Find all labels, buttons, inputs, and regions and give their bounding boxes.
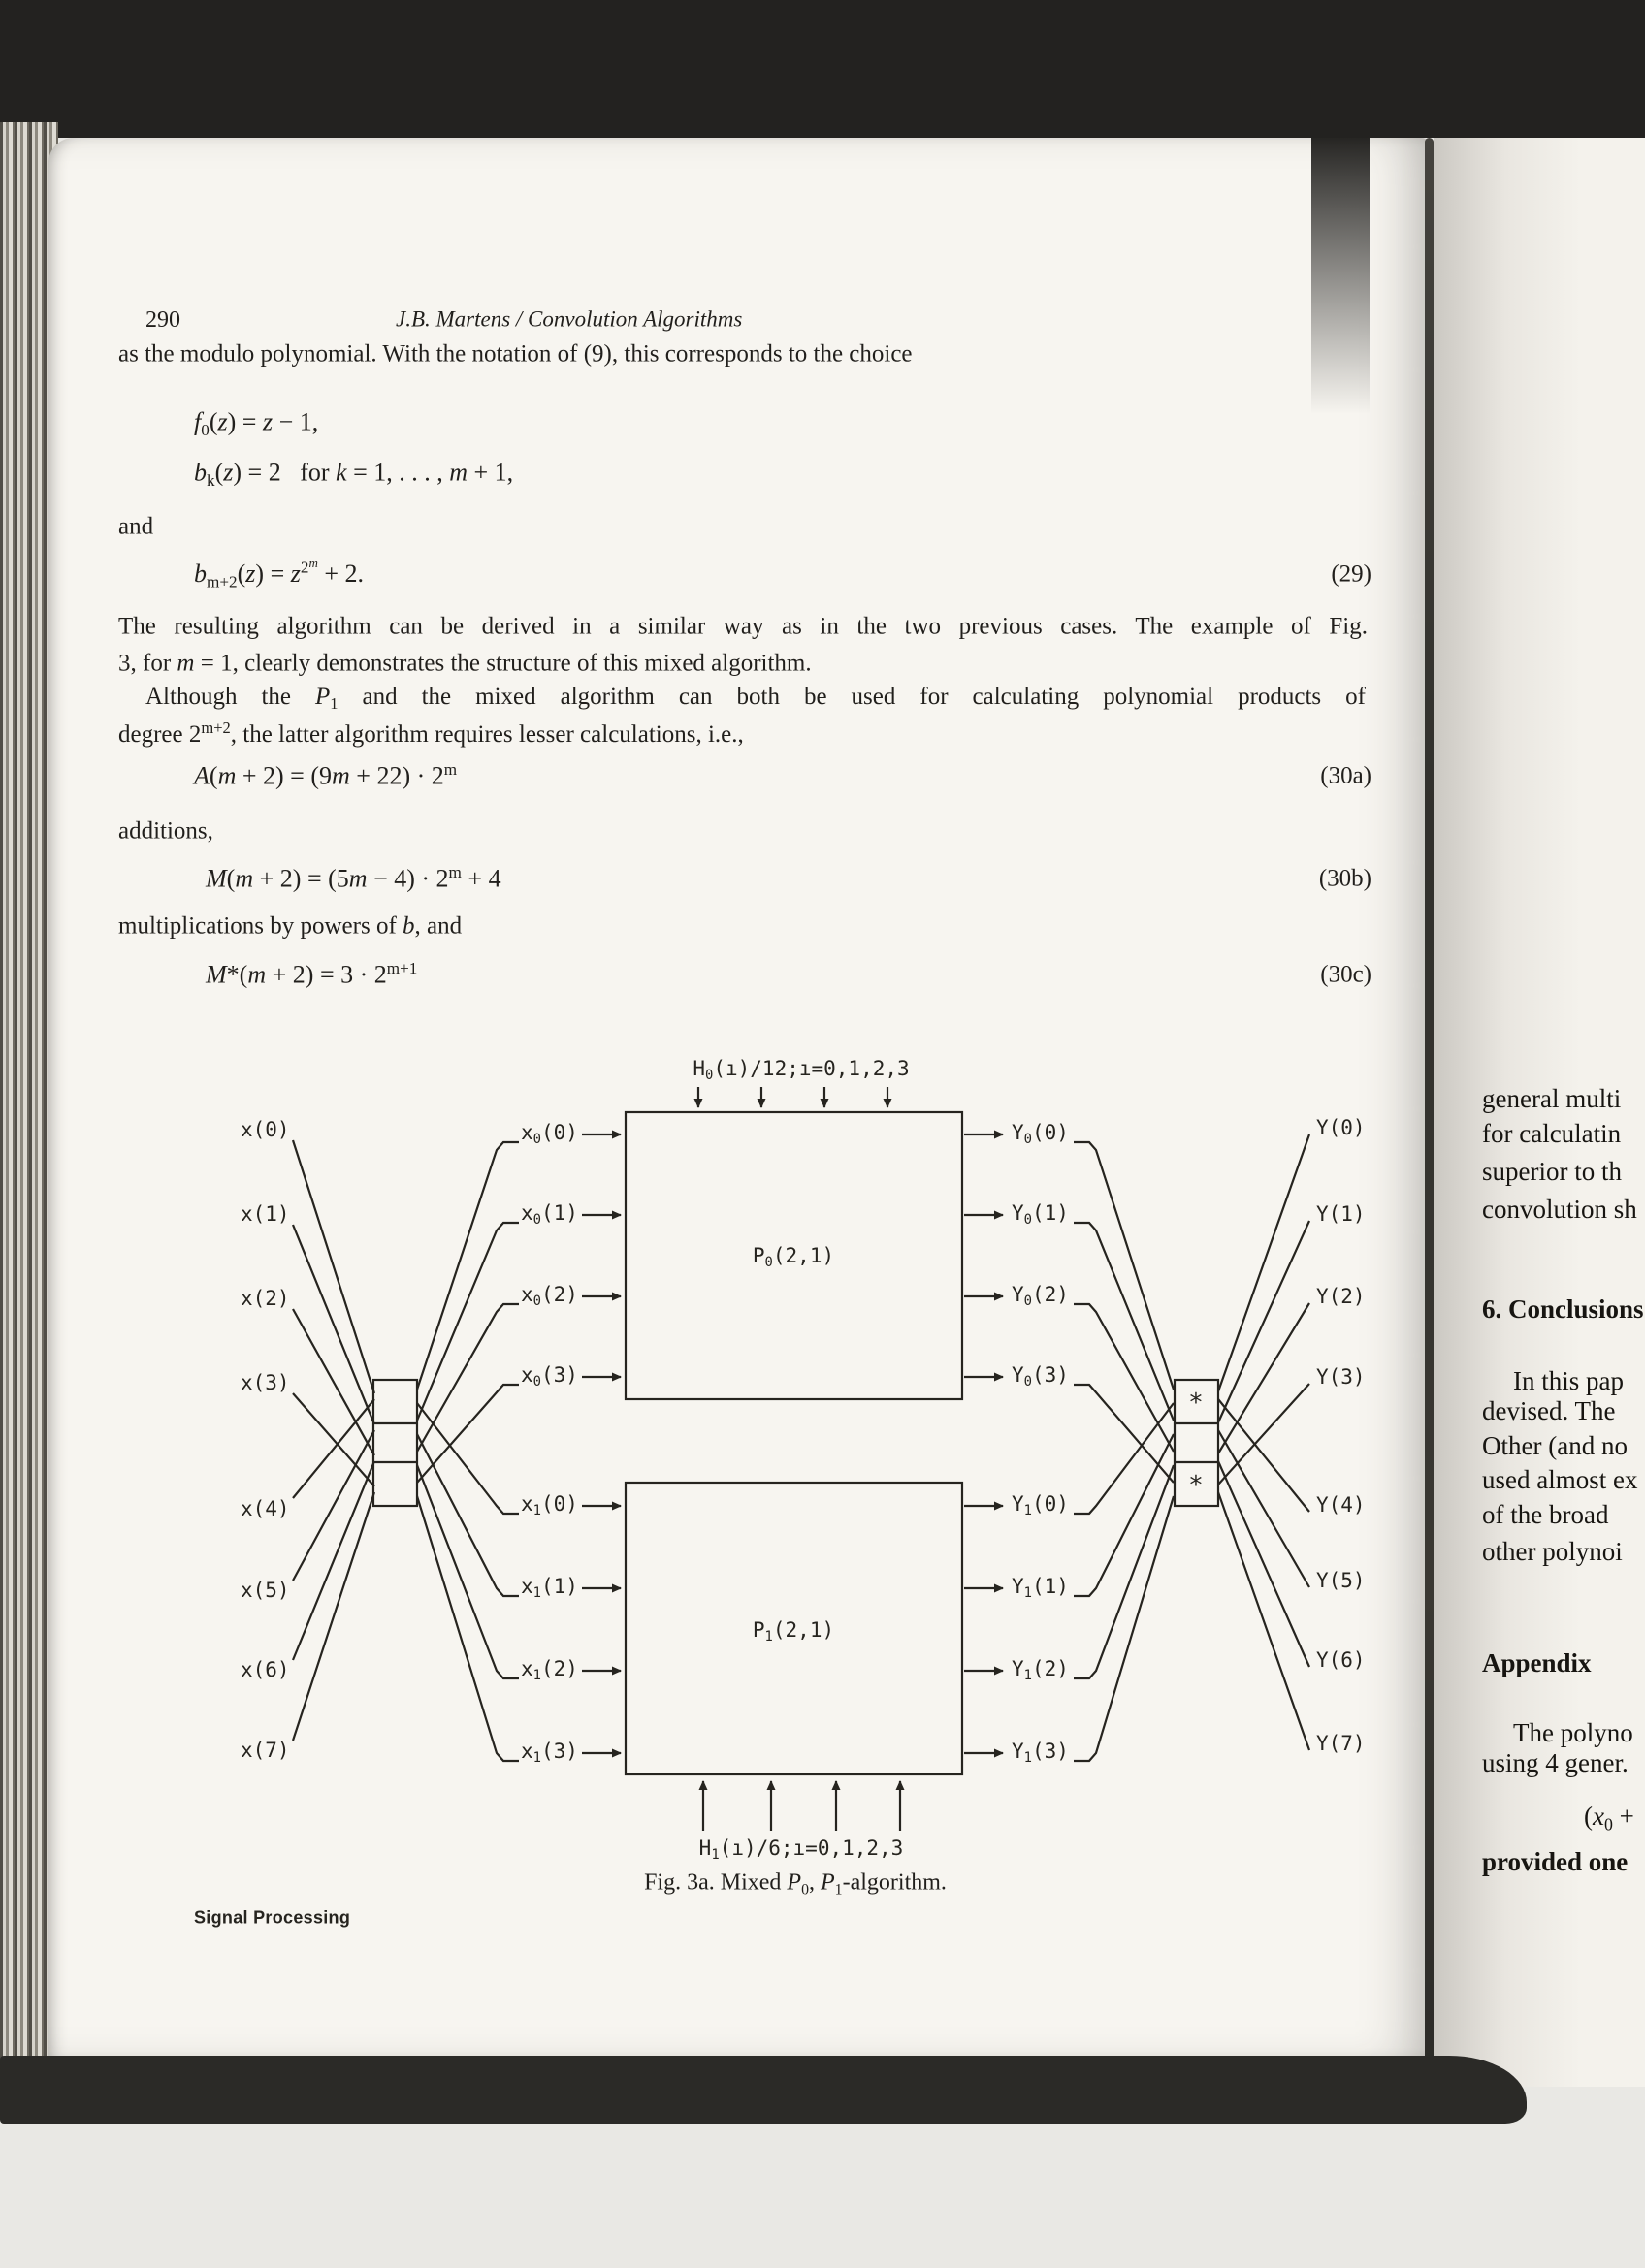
label-x0-3: x0(3)	[521, 1362, 578, 1390]
label-y1-0: Y1(0)	[1012, 1491, 1069, 1519]
output-label-y0: Y(0)	[1316, 1115, 1366, 1139]
figure-caption: Fig. 3a. Mixed P0, P1-algorithm.	[644, 1869, 947, 1899]
h0-coefficients-label: H0(ı)/12;ı=0,1,2,3	[693, 1056, 910, 1084]
scan-top-black-band	[0, 0, 1645, 138]
body-line: The resulting algorithm can be derived in a similar way as in the two previous cases. The example of Fig.	[118, 613, 1368, 640]
next-page-equation-fragment: (x0 +	[1584, 1802, 1634, 1835]
equation-bk: bk(z) = 2 for k = 1, . . . , m + 1,	[194, 458, 514, 490]
next-page-line: of the broad	[1482, 1499, 1609, 1529]
body-line: as the modulo polynomial. With the notation of (9), this corresponds to the choice	[118, 340, 913, 367]
p0-box-label: P0(2,1)	[752, 1243, 835, 1271]
body-line: and	[118, 513, 154, 540]
next-page-line: The polyno	[1513, 1717, 1633, 1747]
body-line: degree $2^{m+2}$, the latter algorithm requires lesser calculations, i.e.,	[118, 718, 744, 748]
input-label-x4: x(4)	[241, 1496, 290, 1520]
equation-f0: f0(z) = z − 1,	[194, 407, 319, 439]
equation-multiplications: $M(m + 2) = (5m - 4) \cdot 2^m + 4$	[206, 863, 501, 893]
label-x0-0: x0(0)	[521, 1120, 578, 1148]
next-page-line: using 4 gener.	[1482, 1747, 1629, 1777]
equation-number: (30a)	[1320, 762, 1371, 789]
label-x1-2: x1(2)	[521, 1656, 578, 1684]
next-page-line: Other (and no	[1482, 1430, 1628, 1460]
input-label-x3: x(3)	[241, 1370, 290, 1394]
output-label-y1: Y(1)	[1316, 1201, 1366, 1226]
next-page-line: for calculatin	[1482, 1118, 1622, 1148]
running-head: J.B. Martens / Convolution Algorithms	[396, 306, 743, 332]
label-y0-0: Y0(0)	[1012, 1120, 1069, 1148]
label-x1-3: x1(3)	[521, 1739, 578, 1767]
input-label-x7: x(7)	[241, 1738, 290, 1762]
next-page-section-heading: 6. Conclusions	[1482, 1294, 1644, 1324]
output-label-y6: Y(6)	[1316, 1647, 1366, 1672]
journal-footer: Signal Processing	[194, 1907, 351, 1928]
equation-number: (29)	[1331, 560, 1371, 588]
scan-bottom-black-band	[0, 2056, 1527, 2124]
p1-box-label: P1(2,1)	[752, 1617, 835, 1645]
label-y0-1: Y0(1)	[1012, 1200, 1069, 1229]
output-label-y5: Y(5)	[1316, 1568, 1366, 1592]
multiply-symbol: *	[1188, 1471, 1204, 1501]
label-x1-1: x1(1)	[521, 1574, 578, 1602]
equation-number: (30b)	[1318, 865, 1371, 892]
multiply-symbol: *	[1188, 1389, 1204, 1419]
equation-additions: $A(m + 2) = (9m + 22) \cdot 2^m$	[194, 760, 458, 790]
body-line: 3, for m = 1, clearly demonstrates the structure of this mixed algorithm.	[118, 650, 812, 677]
label-y0-2: Y0(2)	[1012, 1282, 1069, 1310]
output-label-y2: Y(2)	[1316, 1284, 1366, 1308]
next-page-line: superior to th	[1482, 1156, 1622, 1186]
output-label-y3: Y(3)	[1316, 1364, 1366, 1389]
label-y0-3: Y0(3)	[1012, 1362, 1069, 1390]
next-page-text-fragment	[1435, 138, 1645, 2124]
label-x1-0: x1(0)	[521, 1491, 578, 1519]
input-label-x0: x(0)	[241, 1117, 290, 1141]
label-x0-1: x0(1)	[521, 1200, 578, 1229]
next-page-line: general multi	[1482, 1083, 1622, 1113]
page-number: 290	[145, 307, 180, 333]
input-label-x1: x(1)	[241, 1201, 290, 1226]
equation-number: (30c)	[1320, 961, 1371, 988]
body-line: additions,	[118, 817, 213, 845]
label-y1-2: Y1(2)	[1012, 1656, 1069, 1684]
label-x0-2: x0(2)	[521, 1282, 578, 1310]
input-label-x2: x(2)	[241, 1286, 290, 1310]
body-line: Although the P1 and the mixed algorithm can both be used for calculating polynomial products of	[145, 684, 1366, 714]
next-page-line: used almost ex	[1482, 1464, 1638, 1494]
output-label-y7: Y(7)	[1316, 1731, 1366, 1755]
input-label-x5: x(5)	[241, 1578, 290, 1602]
body-line: multiplications by powers of b, and	[118, 912, 463, 940]
gutter-shadow	[1311, 138, 1370, 438]
equation-mstar: $M*(m + 2) = 3 \cdot 2^{m+1}$	[206, 959, 418, 989]
label-y1-3: Y1(3)	[1012, 1739, 1069, 1767]
h1-coefficients-label: H1(ı)/6;ı=0,1,2,3	[698, 1836, 904, 1864]
label-y1-1: Y1(1)	[1012, 1574, 1069, 1602]
next-page-line: other polynoi	[1482, 1536, 1623, 1566]
book-spine-line	[1425, 138, 1434, 2073]
next-page-line: In this pap	[1513, 1365, 1624, 1395]
equation-bm2: $bm+2(z) = z^{2m} + 2$.	[194, 556, 364, 591]
output-label-y4: Y(4)	[1316, 1492, 1366, 1517]
next-page-section-heading: Appendix	[1482, 1647, 1592, 1677]
input-label-x6: x(6)	[241, 1657, 290, 1681]
next-page-line: devised. The	[1482, 1395, 1616, 1425]
next-page-line: provided one	[1482, 1846, 1629, 1876]
next-page-line: convolution sh	[1482, 1194, 1637, 1224]
